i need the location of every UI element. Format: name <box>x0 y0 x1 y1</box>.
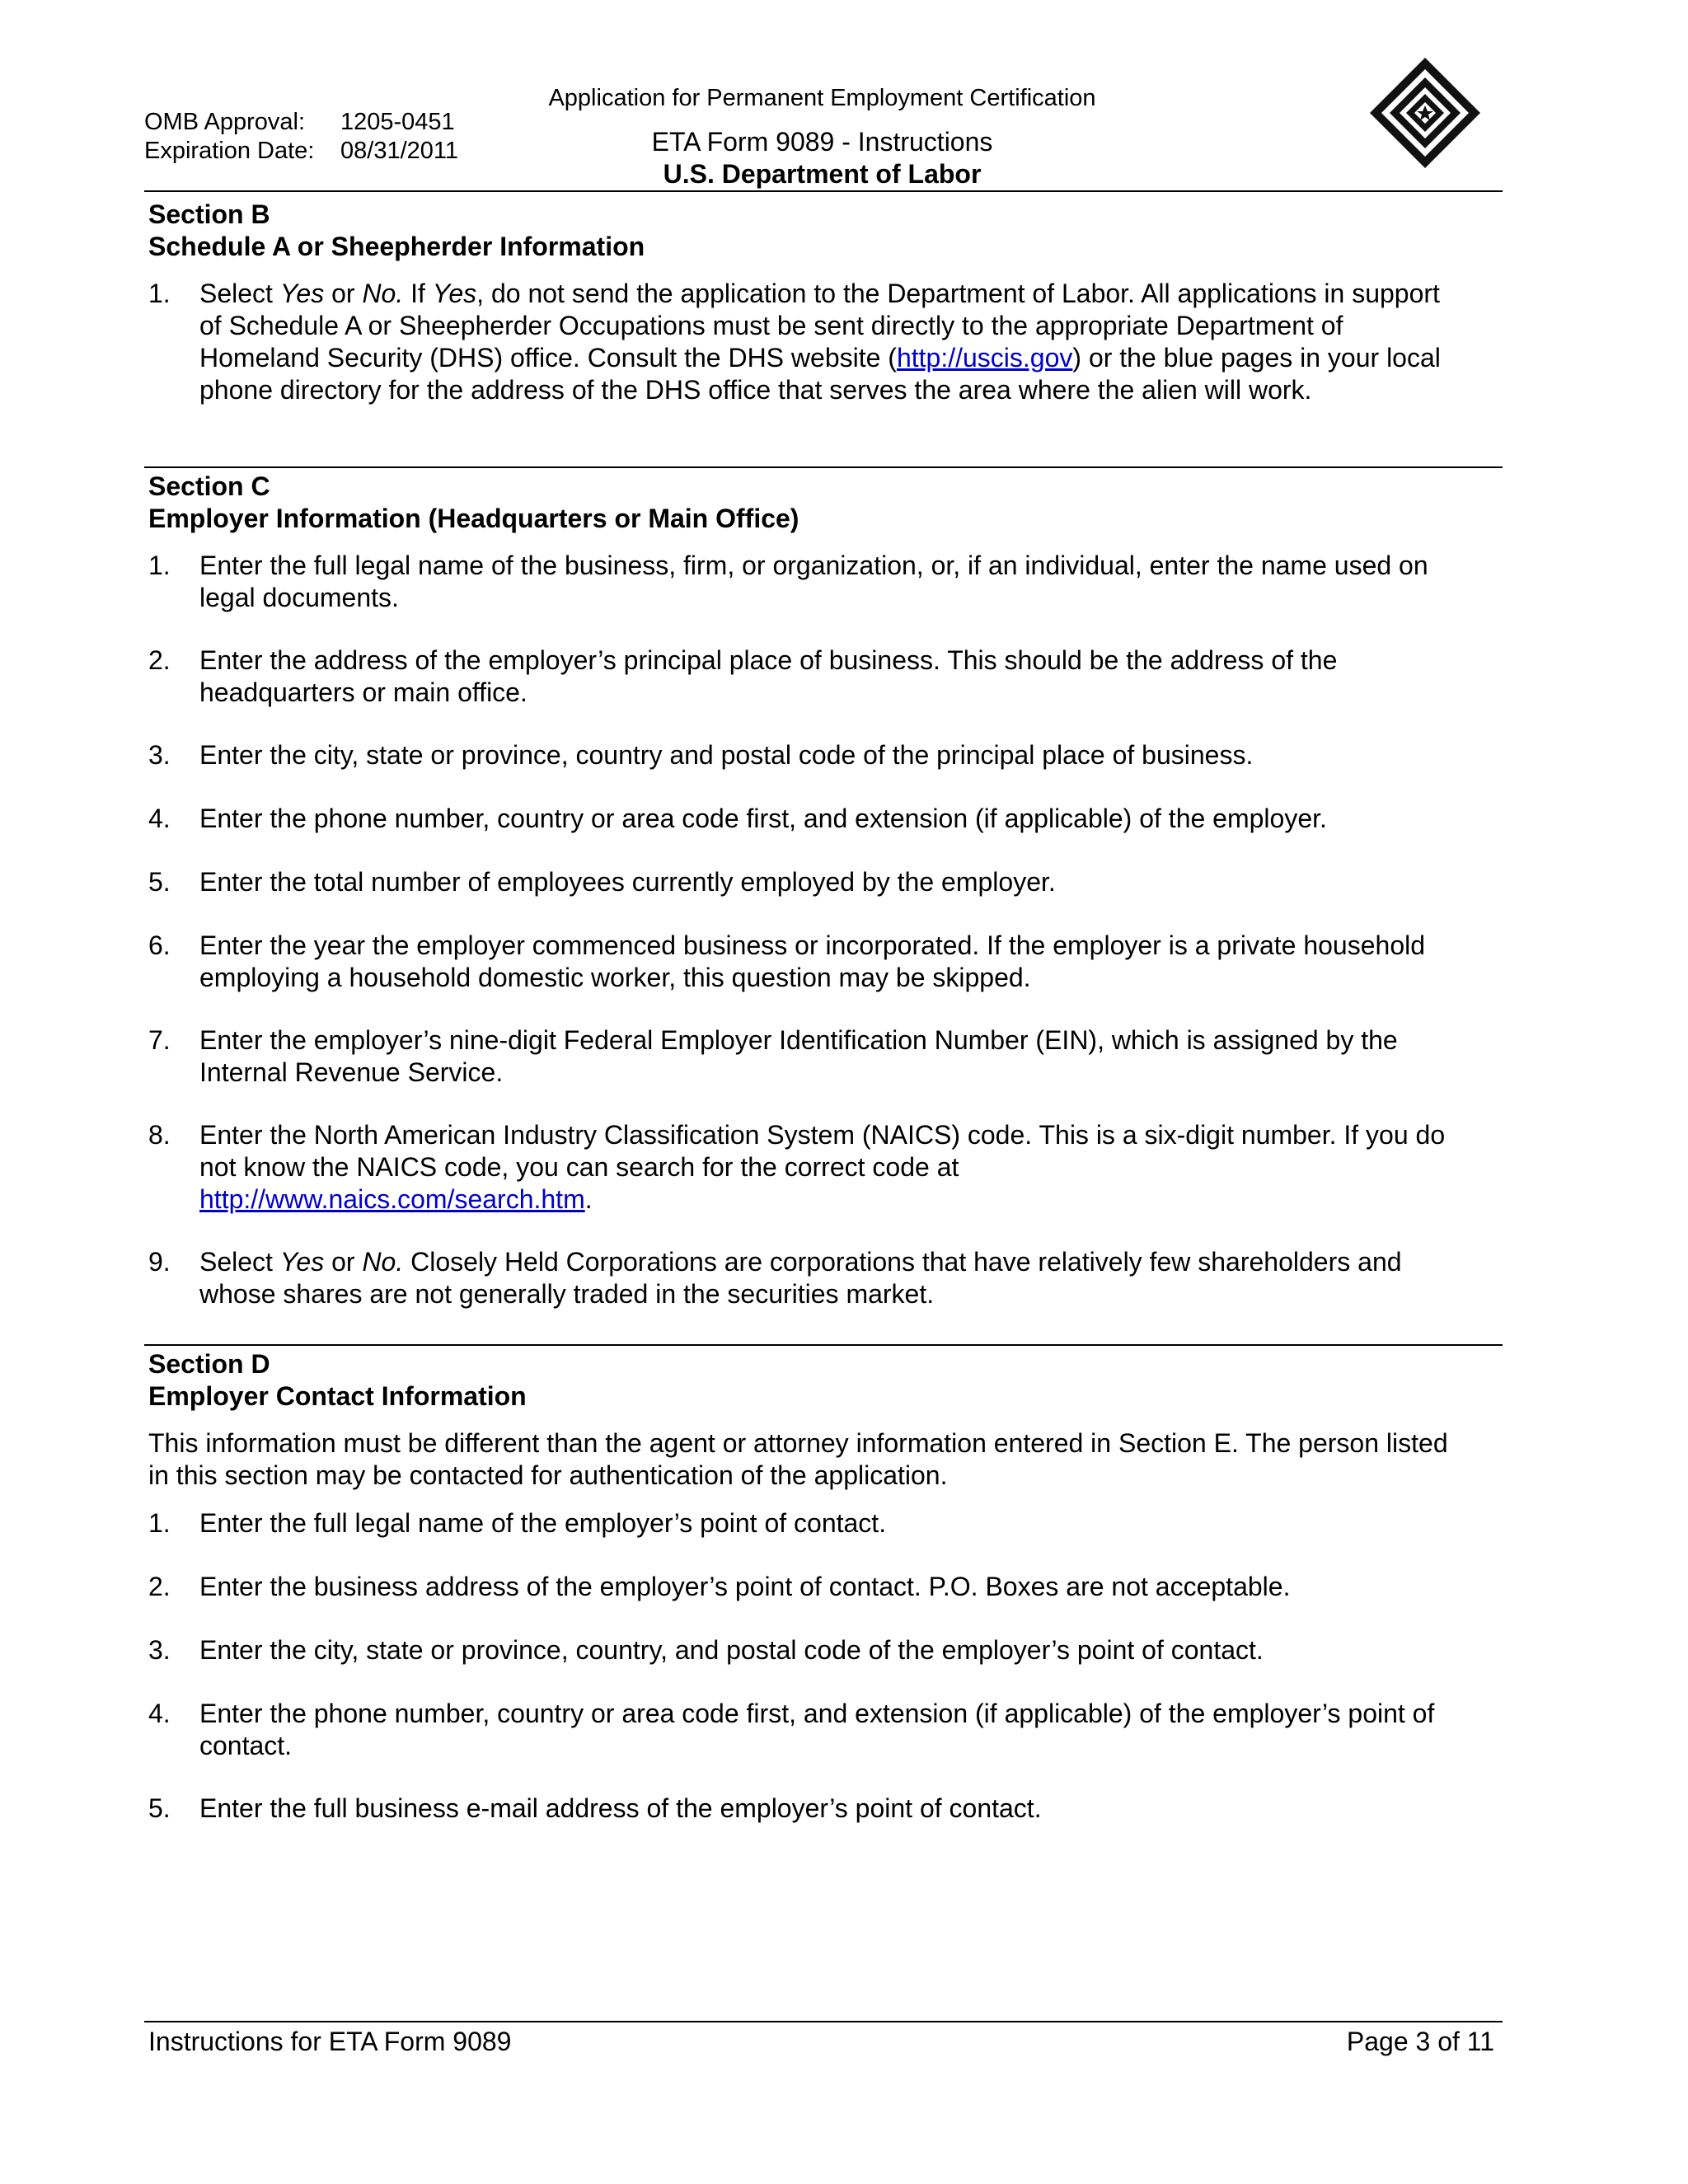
list-item: 1. Enter the full legal name of the business, firm, or organization, or, if an individual, enter the name used on legal documents. <box>148 551 1428 612</box>
list-item: 3. Enter the city, state or province, country and postal code of the principal place of business. <box>148 740 1254 770</box>
page-number: Page 3 of 11 <box>1346 2027 1494 2056</box>
section-c-subheading: Employer Information (Headquarters or Main Office) <box>148 504 799 533</box>
list-item: 1. Enter the full legal name of the employer’s point of contact. <box>148 1508 887 1538</box>
item-number: 1. <box>148 279 171 308</box>
section-b-subheading: Schedule A or Sheepherder Information <box>148 232 645 261</box>
item-text: Select Yes or No. If Yes, do not send the application to the Department of Labor. All applications in support of Schedule A or Sheepherder Occupations must be sent directly to the appropriate Department of Homeland Security (DHS) office. Consult the DHS website (http://uscis.gov) or the blue pages in your local phone directory for the address of the DHS office that serves the area where the alien will work. <box>199 279 1441 405</box>
section-b-heading: Section B <box>148 199 270 229</box>
section-d-heading: Section D <box>148 1349 270 1379</box>
naics-search-link[interactable]: http://www.naics.com/search.htm <box>199 1184 585 1214</box>
footer-left: Instructions for ETA Form 9089 <box>148 2027 512 2056</box>
list-item: 7. Enter the employer’s nine-digit Federal Employer Identification Number (EIN), which is assigned by the Internal Revenue Service. <box>148 1025 1398 1087</box>
list-item: 2. Enter the business address of the employer’s point of contact. P.O. Boxes are not acceptable. <box>148 1572 1291 1601</box>
list-item: 2. Enter the address of the employer’s principal place of business. This should be the address of the headquarters or main office. <box>148 645 1338 707</box>
omb-approval-value: 1205-0451 <box>340 109 455 135</box>
header-rule <box>144 190 1503 192</box>
application-title: Application for Permanent Employment Certification <box>548 85 1096 111</box>
section-d-subheading: Employer Contact Information <box>148 1381 527 1411</box>
omb-approval-label: OMB Approval: <box>144 109 306 135</box>
footer-rule <box>144 2021 1503 2022</box>
list-item: 6. Enter the year the employer commenced business or incorporated. If the employer is a private household employing a household domestic worker, this question may be skipped. <box>148 930 1426 992</box>
department-name: U.S. Department of Labor <box>663 159 982 189</box>
list-item: 5. Enter the full business e-mail address of the employer’s point of contact. <box>148 1793 1042 1823</box>
expiration-date-value: 08/31/2011 <box>340 138 458 164</box>
list-item: 8. Enter the North American Industry Classification System (NAICS) code. This is a six-digit number. If you do not know the NAICS code, you can search for the correct code at http://www.naics.com/search.htm. <box>148 1120 1446 1214</box>
form-title: ETA Form 9089 - Instructions <box>651 127 993 157</box>
list-item: 3. Enter the city, state or province, country, and postal code of the employer’s point of contact. <box>148 1635 1264 1665</box>
section-rule <box>144 466 1503 468</box>
list-item: 4. Enter the phone number, country or area code first, and extension (if applicable) of the employer. <box>148 804 1327 833</box>
list-item: 9. Select Yes or No. Closely Held Corporations are corporations that have relatively few shareholders and whose shares are not generally traded in the securities market. <box>148 1247 1402 1309</box>
list-item: 5. Enter the total number of employees currently employed by the employer. <box>148 867 1056 897</box>
list-item: 4. Enter the phone number, country or area code first, and extension (if applicable) of the employer’s point of contact. <box>148 1699 1435 1760</box>
section-d-intro: This information must be different than the agent or attorney information entered in Section E. The person listed in this section may be contacted for authentication of the application. <box>148 1428 1448 1490</box>
section-c-heading: Section C <box>148 471 270 501</box>
list-item <box>148 278 1451 406</box>
dol-logo-icon <box>1368 56 1482 170</box>
section-rule <box>144 1344 1503 1346</box>
expiration-date-label: Expiration Date: <box>144 138 315 164</box>
uscis-link[interactable]: http://uscis.gov <box>896 343 1073 373</box>
